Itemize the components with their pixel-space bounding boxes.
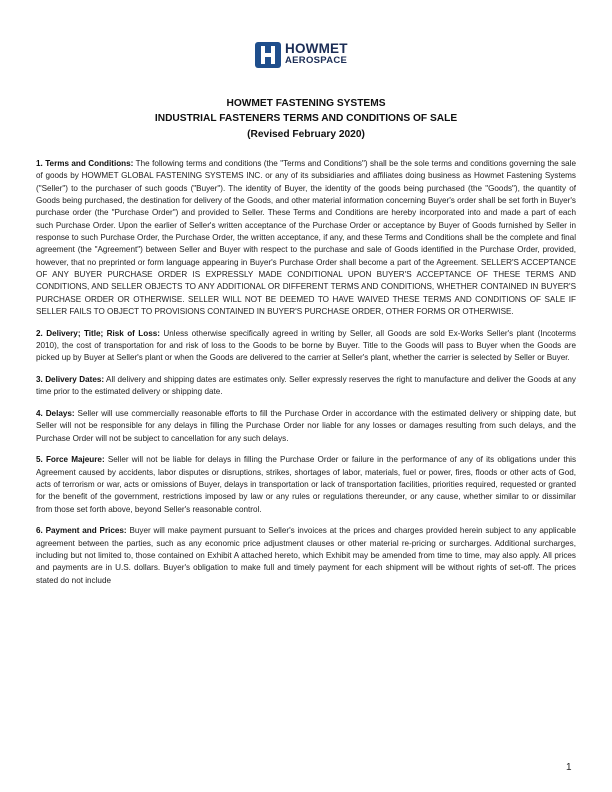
- howmet-logo-icon: [255, 42, 281, 68]
- section-heading: 2. Delivery; Title; Risk of Loss:: [36, 328, 160, 338]
- section-text: Seller will use commercially reasonable efforts to fill the Purchase Order in accordance with the estimated delivery or shipping date, but Seller will not be responsible for any delays in filling the Purchase Order nor liable for any losses or damages resulting from such delays, and the Purchase Order will not be subject to cancellation for any such delays.: [36, 409, 576, 443]
- document-title: [0, 96, 612, 142]
- section-heading: 5. Force Majeure:: [36, 455, 105, 465]
- howmet-aerospace-logo: [255, 42, 348, 68]
- document-body: [36, 158, 576, 596]
- title-company: HOWMET FASTENING SYSTEMS: [226, 98, 386, 109]
- section-heading: 4. Delays:: [36, 409, 75, 419]
- section-force-majeure: [36, 454, 576, 516]
- section-text: The following terms and conditions (the "Terms and Conditions") shall be the sole terms and conditions governing the sale of goods by HOWMET GLOBAL FASTENING SYSTEMS INC. or any of its subsidiaries and affiliates doing business as Howmet Fastening Systems ("Seller") to the purchaser of such goods ("Buyer"). The identity of Buyer, the identity of the goods being purchased (the "Goods"), the quantity of Goods being purchased, the destination for delivery of the Goods, and other material information concerning Buyer's order shall be set forth in Buyer's purchase order (the "Purchase Order") and provided to Seller. These Terms and Conditions are hereby incorporated into and made a part of each such Purchase Order. Upon the earlier of Seller's written acceptance of the Purchase Order or acceptance by Buyer of Goods furnished by Seller in response to such Purchase Order, the Purchase Order, the written acceptance, if any, and these Terms and Conditions shall be the complete and final agreement (the "Agreement") between Seller and Buyer with respect to the purchase and sale of Goods identified in the Purchase Order, provided, however, that no preprinted or form language appearing in Buyer's Purchase Order shall become a part of the Agreement. SELLER'S ACCEPTANCE OF ANY BUYER PURCHASE ORDER IS EXPRESSLY MADE CONDITIONAL UPON BUYER'S ACCEPTANCE OF THESE TERMS AND CONDITIONS, AND SELLER OBJECTS TO ANY ADDITIONAL OR DIFFERENT TERMS AND CONDITIONS, WHETHER CONTAINED IN BUYER'S PURCHASE ORDER OR OTHERWISE. SELLER WILL NOT BE DEEMED TO HAVE WAIVED THESE TERMS AND CONDITIONS OF SALE IF SELLER FAILS TO OBJECT TO PROVISIONS CONTAINED IN BUYER'S PURCHASE ORDER, OTHER FORMS OR OTHERWISE.: [36, 159, 576, 317]
- section-payment-and-prices: [36, 525, 576, 587]
- section-text: All delivery and shipping dates are estimates only. Seller expressly reserves the right to manufacture and deliver the Goods at any time prior to the estimated delivery or shipping date.: [36, 375, 576, 397]
- section-heading: 3. Delivery Dates:: [36, 375, 105, 385]
- section-delivery-dates: [36, 374, 576, 399]
- section-heading: 6. Payment and Prices:: [36, 526, 127, 536]
- page-number: 1: [566, 762, 572, 773]
- logo-wordmark-line2: AEROSPACE: [285, 55, 348, 66]
- section-text: Unless otherwise specifically agreed in writing by Seller, all Goods are sold Ex-Works Seller's plant (Incoterms 2010), the cost of transportation for and risk of loss to the Goods to be borne by Buyer. Title to the Goods will pass to Buyer when the Goods are picked up by Buyer at Seller's plant or when the Goods are delivered to the carrier at Seller's plant, whether the carrier is selected by Seller or Buyer.: [36, 328, 576, 363]
- section-text: Buyer will make payment pursuant to Seller's invoices at the prices and charges provided herein subject to any applicable agreement between the parties, such as any economic price adjustment clauses or other material re-pricing or surcharges. Additional surcharges, including but not limited to, those contained on Exhibit A attached hereto, which Exhibit may be amended from time to time, may also apply. All prices and payments are in U.S. dollars. Buyer's obligation to make full and timely payment for each shipment will be without rights of set-off. The prices stated do not include: [36, 526, 576, 585]
- section-terms-and-conditions: [36, 158, 576, 318]
- section-text: Seller will not be liable for delays in filling the Purchase Order or failure in the performance of any of its obligations under this Agreement caused by accidents, labor disputes or disruptions, strikes, shortages of labor, materials, fuel or power, fires, floods or other acts of God, acts of terrorism or war, acts or omissions of Buyer, delays in transportation or lack of transportation facilities, priorities required, requested or granted for the benefit of the government, restrictions imposed by law or any rules or regulations thereunder, or any cause, whether similar to or dissimilar from those set forth above, beyond Seller's reasonable control.: [36, 455, 577, 514]
- section-delivery-title-risk: [36, 328, 576, 365]
- title-revision: (Revised February 2020): [247, 128, 365, 140]
- section-heading: 1. Terms and Conditions:: [36, 159, 134, 168]
- section-delays: [36, 408, 576, 445]
- logo-wordmark-line1: HOWMET: [285, 41, 348, 56]
- title-document: INDUSTRIAL FASTENERS TERMS AND CONDITIONS OF SALE: [154, 113, 458, 125]
